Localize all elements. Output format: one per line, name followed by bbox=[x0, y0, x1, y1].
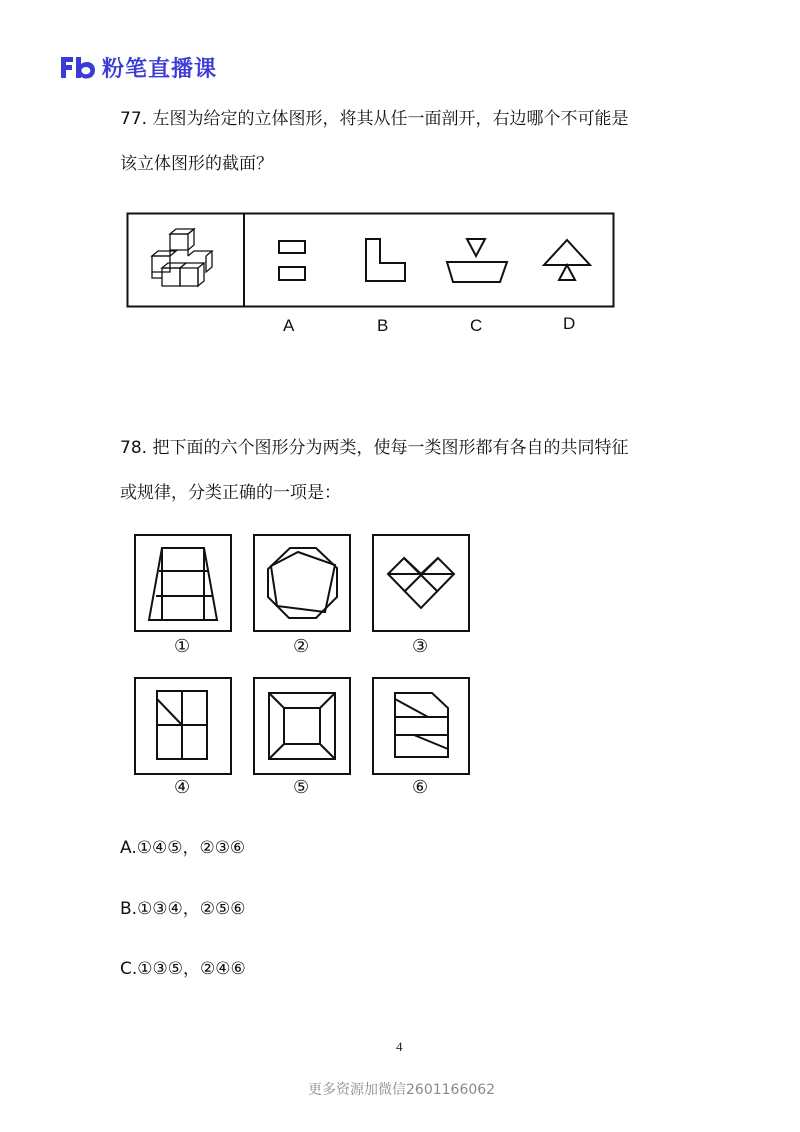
q77-option-d-shape bbox=[544, 240, 590, 280]
footer-watermark: 更多资源加微信2601166062 bbox=[308, 1082, 496, 1098]
q78-text-line2: 或规律，分类正确的一项是： bbox=[120, 483, 341, 503]
q78-figure-1 bbox=[134, 534, 232, 632]
q78-figure-label-6: ⑥ bbox=[412, 777, 429, 798]
q77-choice-a: A bbox=[283, 316, 295, 335]
q78-figure-3 bbox=[372, 534, 470, 632]
q77-solid-figure bbox=[152, 229, 212, 286]
brand-logo bbox=[58, 50, 217, 84]
q78-figure-6 bbox=[372, 677, 470, 775]
q78-figure-label-4: ④ bbox=[174, 777, 191, 798]
q77-choice-b: B bbox=[377, 316, 389, 335]
q77-choice-d: D bbox=[563, 314, 576, 333]
q78-option-c: C.①③⑤，②④⑥ bbox=[120, 959, 246, 979]
q77-figure bbox=[126, 212, 616, 310]
q78-option-a: A.①④⑤，②③⑥ bbox=[120, 838, 246, 858]
fb-logo-icon bbox=[58, 53, 96, 81]
q78-figure-4 bbox=[134, 677, 232, 775]
q77-frame bbox=[128, 214, 614, 307]
q78-text-line1: 78. 把下面的六个图形分为两类，使每一类图形都有各自的共同特征 bbox=[120, 438, 629, 458]
q77-text-line2: 该立体图形的截面？ bbox=[120, 154, 273, 174]
q77-text-line1: 77. 左图为给定的立体图形，将其从任一面剖开，右边哪个不可能是 bbox=[120, 109, 629, 129]
brand-name: 粉笔直播课 bbox=[102, 56, 218, 82]
q78-figure-label-2: ② bbox=[293, 636, 310, 657]
q77-option-b-shape bbox=[366, 239, 405, 281]
page-number: 4 bbox=[396, 1039, 403, 1054]
q78-figure-label-3: ③ bbox=[412, 636, 429, 657]
q78-option-b: B.①③④，②⑤⑥ bbox=[120, 899, 246, 919]
q78-figure-2 bbox=[253, 534, 351, 632]
q78-figure-label-1: ① bbox=[174, 636, 191, 657]
q77-option-c-shape bbox=[447, 239, 507, 282]
q78-figure-label-5: ⑤ bbox=[293, 777, 310, 798]
q77-choice-c: C bbox=[470, 316, 483, 335]
q78-figure-5 bbox=[253, 677, 351, 775]
q77-option-a-shape bbox=[279, 241, 305, 280]
